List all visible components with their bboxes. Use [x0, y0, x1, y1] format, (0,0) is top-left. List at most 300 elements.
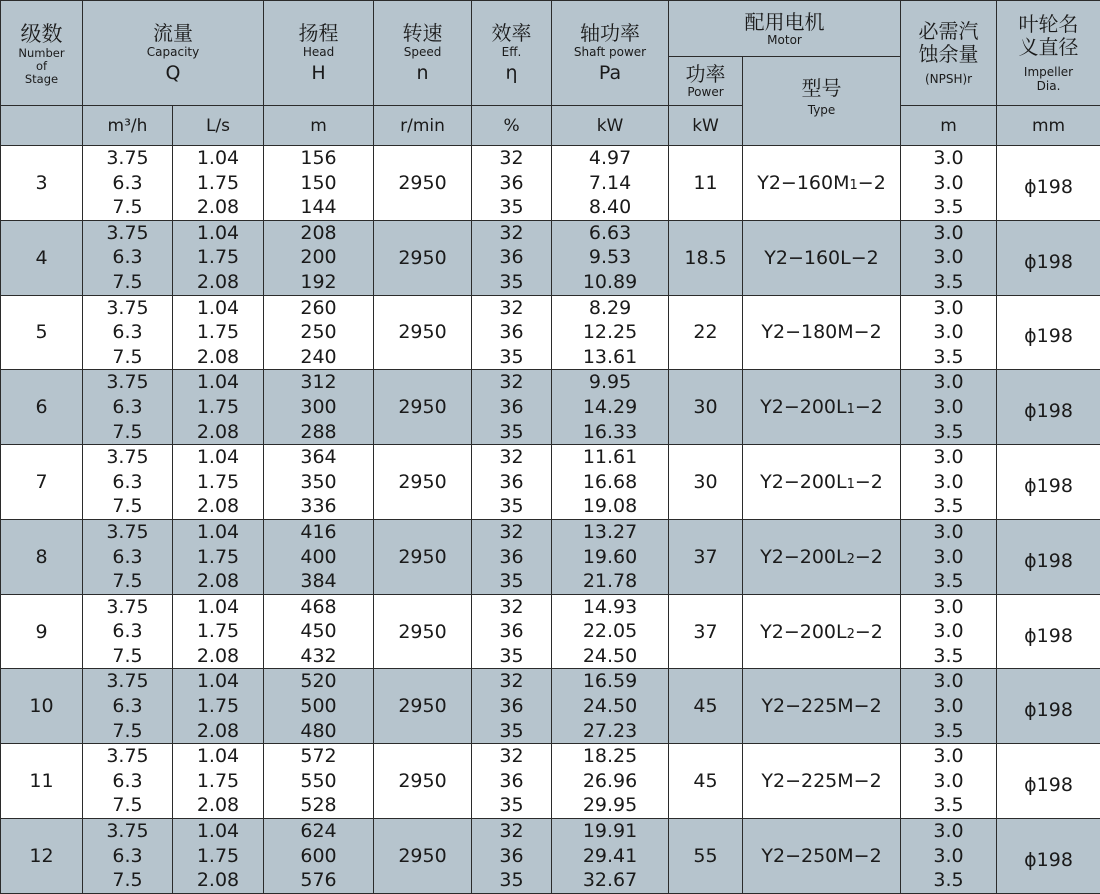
- cell-eff: [472, 669, 552, 744]
- cell-npsh: [901, 220, 997, 295]
- cell-capacity-m3h-value: 6.3: [83, 470, 172, 495]
- cell-npsh-value: 3.0: [901, 296, 996, 321]
- cell-npsh: [901, 146, 997, 221]
- unit-eff: %: [472, 106, 552, 146]
- cell-capacity-ls-value: 1.04: [173, 520, 263, 545]
- cell-stage: 3: [1, 146, 83, 221]
- motor-type-tail: −2: [855, 546, 883, 568]
- cell-capacity-m3h-value: 6.3: [83, 619, 172, 644]
- cell-eff-value: 36: [472, 694, 551, 719]
- cell-capacity-ls-value: 1.04: [173, 146, 263, 171]
- header-eff-en: Eff.: [472, 45, 551, 59]
- cell-head: [264, 819, 374, 894]
- cell-npsh: [901, 669, 997, 744]
- header-shaft-sym: Pa: [552, 61, 668, 85]
- cell-head-value: 208: [264, 221, 373, 246]
- cell-head: [264, 295, 374, 370]
- cell-eff-value: 36: [472, 619, 551, 644]
- table-header: [1, 1, 1100, 146]
- cell-head-value: 450: [264, 619, 373, 644]
- cell-shaft-power-value: 24.50: [552, 694, 668, 719]
- table-row: [1, 295, 1100, 370]
- cell-capacity-m3h-value: 3.75: [83, 595, 172, 620]
- unit-impeller: mm: [997, 106, 1100, 146]
- motor-type-main: Y2−200L: [760, 396, 846, 418]
- cell-impeller: ϕ198: [997, 669, 1100, 744]
- motor-type-sub: 1: [847, 477, 855, 492]
- cell-eff-value: 32: [472, 595, 551, 620]
- cell-impeller: ϕ198: [997, 594, 1100, 669]
- cell-npsh-value: 3.5: [901, 569, 996, 594]
- cell-capacity-m3h: [83, 146, 173, 221]
- cell-head-value: 416: [264, 520, 373, 545]
- cell-eff-value: 32: [472, 669, 551, 694]
- cell-motor-type: [743, 744, 901, 819]
- table-row: [1, 669, 1100, 744]
- cell-capacity-m3h-value: 7.5: [83, 494, 172, 519]
- cell-shaft-power-value: 8.29: [552, 296, 668, 321]
- header-shaft-zh: 轴功率: [552, 22, 668, 45]
- cell-capacity-ls: [173, 819, 264, 894]
- motor-type-sub: 1: [850, 178, 858, 193]
- cell-npsh-value: 3.0: [901, 694, 996, 719]
- cell-speed: 2950: [374, 744, 472, 819]
- cell-head: [264, 220, 374, 295]
- cell-capacity-ls-value: 2.08: [173, 420, 263, 445]
- cell-capacity-m3h: [83, 445, 173, 520]
- header-type-en: Type: [743, 103, 900, 117]
- table-row: [1, 146, 1100, 221]
- header-capacity-zh: 流量: [83, 22, 263, 45]
- cell-head: [264, 146, 374, 221]
- cell-speed: 2950: [374, 669, 472, 744]
- cell-capacity-ls: [173, 669, 264, 744]
- cell-head-value: 200: [264, 245, 373, 270]
- cell-eff-value: 32: [472, 221, 551, 246]
- header-head: [264, 1, 374, 106]
- cell-capacity-m3h-value: 3.75: [83, 370, 172, 395]
- cell-shaft-power-value: 32.67: [552, 868, 668, 893]
- cell-npsh: [901, 445, 997, 520]
- cell-head-value: 480: [264, 719, 373, 744]
- cell-impeller: ϕ198: [997, 370, 1100, 445]
- cell-shaft-power-value: 9.53: [552, 245, 668, 270]
- cell-capacity-ls-value: 1.75: [173, 694, 263, 719]
- cell-motor-type: [743, 295, 901, 370]
- cell-npsh: [901, 594, 997, 669]
- cell-capacity-m3h-value: 7.5: [83, 793, 172, 818]
- cell-head-value: 250: [264, 320, 373, 345]
- cell-shaft-power-value: 16.68: [552, 470, 668, 495]
- cell-capacity-ls-value: 1.75: [173, 619, 263, 644]
- cell-eff: [472, 519, 552, 594]
- cell-capacity-ls-value: 1.04: [173, 370, 263, 395]
- cell-capacity-m3h-value: 6.3: [83, 545, 172, 570]
- header-head-sym: H: [264, 61, 373, 85]
- table-row: [1, 819, 1100, 894]
- cell-npsh-value: 3.0: [901, 470, 996, 495]
- table-body: [1, 146, 1100, 894]
- cell-npsh: [901, 295, 997, 370]
- cell-npsh-value: 3.0: [901, 744, 996, 769]
- cell-capacity-m3h-value: 6.3: [83, 320, 172, 345]
- cell-eff-value: 35: [472, 494, 551, 519]
- motor-type-main: Y2−180M−2: [761, 321, 881, 343]
- cell-capacity-ls-value: 2.08: [173, 793, 263, 818]
- cell-shaft-power: [552, 220, 669, 295]
- cell-npsh-value: 3.5: [901, 270, 996, 295]
- cell-capacity-ls-value: 1.04: [173, 445, 263, 470]
- cell-eff-value: 32: [472, 296, 551, 321]
- cell-capacity-m3h: [83, 519, 173, 594]
- cell-capacity-ls-value: 1.04: [173, 221, 263, 246]
- header-stage-en2: of: [1, 60, 82, 73]
- cell-capacity-ls: [173, 295, 264, 370]
- cell-shaft-power: [552, 819, 669, 894]
- cell-shaft-power-value: 7.14: [552, 171, 668, 196]
- cell-capacity-ls-value: 1.75: [173, 245, 263, 270]
- cell-head-value: 384: [264, 569, 373, 594]
- header-power-zh: 功率: [669, 63, 742, 85]
- cell-capacity-m3h-value: 3.75: [83, 819, 172, 844]
- cell-npsh-value: 3.5: [901, 719, 996, 744]
- cell-shaft-power-value: 18.25: [552, 744, 668, 769]
- header-eff-zh: 效率: [472, 22, 551, 45]
- table-row: [1, 594, 1100, 669]
- cell-shaft-power-value: 21.78: [552, 569, 668, 594]
- cell-motor-power: 22: [669, 295, 743, 370]
- cell-capacity-m3h-value: 6.3: [83, 844, 172, 869]
- cell-head-value: 240: [264, 345, 373, 370]
- header-speed-en: Speed: [374, 45, 471, 59]
- cell-capacity-m3h-value: 6.3: [83, 769, 172, 794]
- header-impeller: [997, 1, 1100, 106]
- cell-capacity-m3h: [83, 669, 173, 744]
- cell-npsh-value: 3.0: [901, 619, 996, 644]
- cell-head-value: 300: [264, 395, 373, 420]
- cell-capacity-m3h-value: 7.5: [83, 569, 172, 594]
- cell-eff-value: 35: [472, 195, 551, 220]
- cell-eff-value: 36: [472, 245, 551, 270]
- cell-eff-value: 32: [472, 520, 551, 545]
- cell-npsh-value: 3.0: [901, 844, 996, 869]
- cell-motor-type: [743, 370, 901, 445]
- cell-motor-power: 45: [669, 669, 743, 744]
- cell-capacity-m3h-value: 3.75: [83, 146, 172, 171]
- cell-eff: [472, 445, 552, 520]
- cell-capacity-ls-value: 1.04: [173, 595, 263, 620]
- cell-head: [264, 370, 374, 445]
- cell-capacity-ls-value: 1.04: [173, 744, 263, 769]
- unit-stage-blank: [1, 106, 83, 146]
- cell-shaft-power-value: 10.89: [552, 270, 668, 295]
- cell-motor-type: [743, 445, 901, 520]
- cell-npsh-value: 3.0: [901, 445, 996, 470]
- cell-shaft-power-value: 12.25: [552, 320, 668, 345]
- header-type-zh: 型号: [743, 77, 900, 99]
- header-npsh: [901, 1, 997, 106]
- cell-shaft-power-value: 19.91: [552, 819, 668, 844]
- cell-shaft-power-value: 29.95: [552, 793, 668, 818]
- cell-impeller: ϕ198: [997, 744, 1100, 819]
- cell-capacity-m3h-value: 6.3: [83, 171, 172, 196]
- cell-npsh-value: 3.0: [901, 221, 996, 246]
- unit-shaft: kW: [552, 106, 669, 146]
- cell-motor-power: 30: [669, 445, 743, 520]
- header-stage-zh: 级数: [1, 21, 82, 47]
- cell-eff-value: 36: [472, 320, 551, 345]
- cell-impeller: ϕ198: [997, 146, 1100, 221]
- cell-eff-value: 35: [472, 868, 551, 893]
- header-speed: [374, 1, 472, 106]
- unit-power: kW: [669, 106, 743, 146]
- cell-motor-type: [743, 594, 901, 669]
- cell-head-value: 288: [264, 420, 373, 445]
- cell-npsh-value: 3.0: [901, 769, 996, 794]
- cell-eff: [472, 744, 552, 819]
- cell-speed: 2950: [374, 594, 472, 669]
- motor-type-tail: −2: [855, 471, 883, 493]
- header-speed-sym: n: [374, 61, 471, 85]
- cell-capacity-m3h-value: 3.75: [83, 445, 172, 470]
- motor-type-tail: −2: [855, 396, 883, 418]
- header-npsh-en: (NPSH)r: [901, 72, 996, 86]
- cell-capacity-m3h-value: 6.3: [83, 395, 172, 420]
- cell-motor-power: 45: [669, 744, 743, 819]
- cell-head-value: 550: [264, 769, 373, 794]
- cell-capacity-ls-value: 1.04: [173, 669, 263, 694]
- table-row: [1, 445, 1100, 520]
- cell-eff: [472, 594, 552, 669]
- cell-motor-power: 30: [669, 370, 743, 445]
- cell-eff-value: 35: [472, 644, 551, 669]
- cell-npsh-value: 3.0: [901, 245, 996, 270]
- cell-eff-value: 36: [472, 769, 551, 794]
- cell-npsh-value: 3.5: [901, 345, 996, 370]
- cell-npsh: [901, 519, 997, 594]
- cell-npsh-value: 3.0: [901, 370, 996, 395]
- cell-motor-power: 55: [669, 819, 743, 894]
- cell-npsh: [901, 819, 997, 894]
- cell-capacity-ls-value: 1.75: [173, 545, 263, 570]
- cell-shaft-power-value: 27.23: [552, 719, 668, 744]
- cell-speed: 2950: [374, 519, 472, 594]
- cell-npsh-value: 3.0: [901, 669, 996, 694]
- cell-head-value: 350: [264, 470, 373, 495]
- cell-stage: 5: [1, 295, 83, 370]
- cell-eff: [472, 819, 552, 894]
- cell-eff: [472, 146, 552, 221]
- cell-shaft-power-value: 22.05: [552, 619, 668, 644]
- cell-eff: [472, 370, 552, 445]
- cell-capacity-ls-value: 2.08: [173, 644, 263, 669]
- header-eff-sym: η: [472, 61, 551, 85]
- table-row: [1, 519, 1100, 594]
- cell-capacity-m3h-value: 3.75: [83, 669, 172, 694]
- cell-stage: 12: [1, 819, 83, 894]
- cell-capacity-ls-value: 1.75: [173, 470, 263, 495]
- cell-npsh-value: 3.5: [901, 420, 996, 445]
- cell-eff-value: 32: [472, 744, 551, 769]
- cell-capacity-ls: [173, 445, 264, 520]
- cell-shaft-power-value: 19.60: [552, 545, 668, 570]
- cell-capacity-ls: [173, 744, 264, 819]
- cell-head-value: 260: [264, 296, 373, 321]
- motor-type-tail: −2: [858, 172, 886, 194]
- cell-npsh-value: 3.0: [901, 320, 996, 345]
- cell-head: [264, 669, 374, 744]
- cell-capacity-m3h-value: 7.5: [83, 719, 172, 744]
- cell-head: [264, 594, 374, 669]
- cell-shaft-power: [552, 295, 669, 370]
- header-motor-zh: 配用电机: [669, 11, 900, 33]
- cell-npsh-value: 3.0: [901, 545, 996, 570]
- cell-npsh-value: 3.0: [901, 520, 996, 545]
- motor-type-main: Y2−160M: [757, 172, 849, 194]
- cell-npsh-value: 3.0: [901, 395, 996, 420]
- cell-capacity-m3h-value: 3.75: [83, 744, 172, 769]
- cell-npsh-value: 3.5: [901, 868, 996, 893]
- cell-capacity-m3h: [83, 295, 173, 370]
- cell-capacity-ls-value: 2.08: [173, 719, 263, 744]
- cell-head-value: 576: [264, 868, 373, 893]
- unit-head: m: [264, 106, 374, 146]
- cell-speed: 2950: [374, 295, 472, 370]
- cell-npsh-value: 3.5: [901, 793, 996, 818]
- cell-shaft-power-value: 11.61: [552, 445, 668, 470]
- motor-type-main: Y2−200L: [760, 471, 846, 493]
- cell-motor-type: [743, 669, 901, 744]
- cell-shaft-power-value: 13.27: [552, 520, 668, 545]
- cell-eff-value: 32: [472, 445, 551, 470]
- cell-shaft-power-value: 26.96: [552, 769, 668, 794]
- cell-impeller: ϕ198: [997, 220, 1100, 295]
- cell-eff: [472, 220, 552, 295]
- cell-npsh-value: 3.0: [901, 819, 996, 844]
- cell-capacity-m3h-value: 7.5: [83, 195, 172, 220]
- cell-impeller: ϕ198: [997, 445, 1100, 520]
- cell-capacity-m3h-value: 7.5: [83, 420, 172, 445]
- cell-eff-value: 32: [472, 146, 551, 171]
- cell-shaft-power-value: 24.50: [552, 644, 668, 669]
- cell-shaft-power: [552, 594, 669, 669]
- cell-capacity-m3h-value: 3.75: [83, 296, 172, 321]
- cell-capacity-ls-value: 1.04: [173, 819, 263, 844]
- cell-motor-type: [743, 220, 901, 295]
- cell-npsh: [901, 744, 997, 819]
- header-motor: [669, 1, 901, 57]
- cell-head-value: 336: [264, 494, 373, 519]
- unit-npsh: m: [901, 106, 997, 146]
- cell-stage: 9: [1, 594, 83, 669]
- cell-speed: 2950: [374, 146, 472, 221]
- cell-npsh-value: 3.0: [901, 146, 996, 171]
- cell-head-value: 144: [264, 195, 373, 220]
- cell-capacity-ls: [173, 594, 264, 669]
- cell-npsh-value: 3.5: [901, 195, 996, 220]
- cell-head-value: 400: [264, 545, 373, 570]
- cell-motor-type: [743, 819, 901, 894]
- cell-eff-value: 36: [472, 545, 551, 570]
- cell-speed: 2950: [374, 445, 472, 520]
- cell-shaft-power-value: 8.40: [552, 195, 668, 220]
- cell-shaft-power: [552, 146, 669, 221]
- cell-head-value: 150: [264, 171, 373, 196]
- cell-shaft-power-value: 16.33: [552, 420, 668, 445]
- header-speed-zh: 转速: [374, 22, 471, 45]
- cell-eff-value: 35: [472, 719, 551, 744]
- cell-shaft-power: [552, 445, 669, 520]
- motor-type-main: Y2−160L−2: [764, 247, 878, 269]
- cell-capacity-ls-value: 1.75: [173, 320, 263, 345]
- header-power: [669, 57, 743, 106]
- cell-capacity-m3h-value: 6.3: [83, 694, 172, 719]
- header-eff: [472, 1, 552, 106]
- cell-capacity-m3h-value: 7.5: [83, 644, 172, 669]
- cell-eff: [472, 295, 552, 370]
- header-stage-en1: Number: [1, 47, 82, 60]
- cell-eff-value: 35: [472, 270, 551, 295]
- cell-head: [264, 519, 374, 594]
- cell-shaft-power: [552, 744, 669, 819]
- cell-npsh-value: 3.5: [901, 494, 996, 519]
- cell-capacity-m3h-value: 7.5: [83, 868, 172, 893]
- cell-capacity-m3h-value: 3.75: [83, 520, 172, 545]
- motor-type-sub: 2: [847, 552, 855, 567]
- cell-shaft-power-value: 13.61: [552, 345, 668, 370]
- cell-capacity-m3h: [83, 594, 173, 669]
- table-row: [1, 744, 1100, 819]
- table-row: [1, 220, 1100, 295]
- cell-capacity-ls-value: 2.08: [173, 270, 263, 295]
- header-impeller-zh1: 叶轮名: [997, 13, 1100, 36]
- unit-m3h: m³/h: [83, 106, 173, 146]
- cell-capacity-m3h: [83, 819, 173, 894]
- cell-capacity-ls-value: 1.75: [173, 171, 263, 196]
- header-stage-en3: Stage: [1, 73, 82, 86]
- header-motor-en: Motor: [669, 33, 900, 47]
- motor-type-main: Y2−200L: [760, 621, 846, 643]
- unit-ls: L/s: [173, 106, 264, 146]
- header-head-en: Head: [264, 45, 373, 59]
- table-row: [1, 370, 1100, 445]
- cell-capacity-ls: [173, 519, 264, 594]
- cell-shaft-power-value: 4.97: [552, 146, 668, 171]
- cell-capacity-m3h: [83, 370, 173, 445]
- cell-npsh: [901, 370, 997, 445]
- motor-type-main: Y2−225M−2: [761, 695, 881, 717]
- cell-capacity-m3h: [83, 220, 173, 295]
- header-impeller-en1: Impeller: [997, 65, 1100, 79]
- cell-capacity-ls-value: 2.08: [173, 494, 263, 519]
- motor-type-main: Y2−200L: [760, 546, 846, 568]
- cell-shaft-power: [552, 370, 669, 445]
- motor-type-main: Y2−225M−2: [761, 770, 881, 792]
- header-stage: [1, 1, 83, 106]
- cell-stage: 10: [1, 669, 83, 744]
- header-capacity: [83, 1, 264, 106]
- cell-npsh-value: 3.0: [901, 171, 996, 196]
- cell-eff-value: 35: [472, 420, 551, 445]
- cell-capacity-m3h: [83, 744, 173, 819]
- header-shaft: [552, 1, 669, 106]
- cell-capacity-ls-value: 1.75: [173, 769, 263, 794]
- cell-capacity-ls-value: 2.08: [173, 345, 263, 370]
- header-type: [743, 57, 901, 146]
- cell-motor-power: 37: [669, 519, 743, 594]
- cell-shaft-power-value: 6.63: [552, 221, 668, 246]
- cell-stage: 7: [1, 445, 83, 520]
